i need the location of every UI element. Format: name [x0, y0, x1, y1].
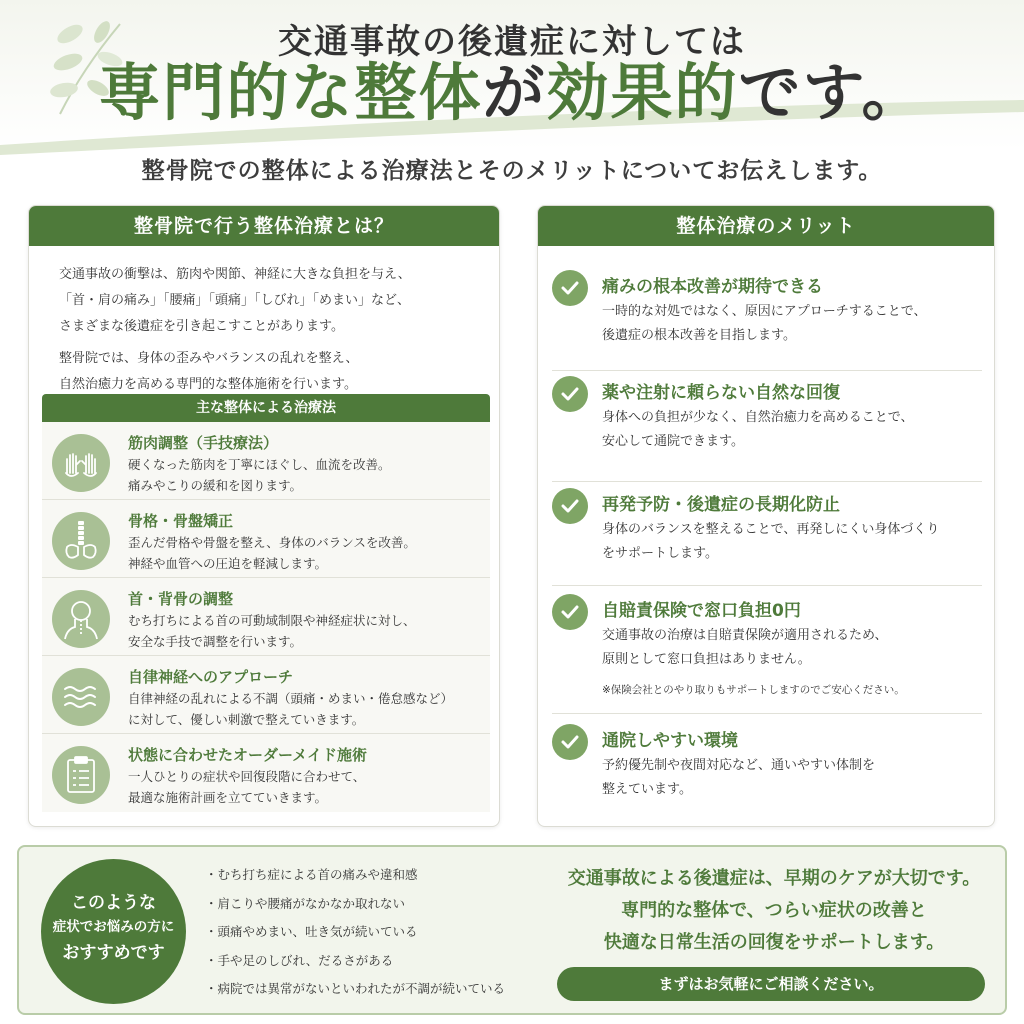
check-icon [552, 724, 588, 760]
method-title: 首・背骨の調整 [128, 590, 234, 608]
intro-paragraph-1 [59, 262, 479, 340]
hero-connector-2: です。 [738, 56, 926, 129]
merit-title: 薬や注射に頼らない自然な回復 [602, 383, 840, 403]
symptom-item: ・ 肩こりや腰痛がなかなか取れない [205, 890, 505, 919]
badge-line: 症状でお悩みの方に [52, 919, 175, 935]
merits-panel-title: 整体治療のメリット [538, 206, 994, 246]
check-icon [552, 270, 588, 306]
recommendation-badge [41, 859, 186, 1004]
merit-title: 自賠責保険で窓口負担0円 [602, 601, 801, 621]
method-item [42, 734, 490, 812]
method-item [42, 578, 490, 656]
badge-line: このような [71, 893, 156, 913]
closing-message [559, 863, 989, 959]
merit-description: 身体への負担が少なく、自然治癒力を高めることで、 安心して通院できます。 [602, 410, 914, 449]
symptom-item: ・ むち打ち症による首の痛みや違和感 [205, 861, 505, 890]
method-description: 自律神経の乱れによる不調（頭痛・めまい・倦怠感など） に対して、優しい刺激で整えていきます。 [128, 691, 454, 727]
neck-icon [52, 590, 110, 648]
merit-title: 通院しやすい環境 [602, 731, 738, 751]
merit-description: 交通事故の治療は自賠責保険が適用されるため、 原則として窓口負担はありません。 [602, 628, 888, 667]
merit-description: 一時的な対処ではなく、原因にアプローチすることで、 後遺症の根本改善を目指します。 [602, 304, 927, 343]
clipboard-icon [52, 746, 110, 804]
page-subtitle: 整骨院での整体による治療法とそのメリットについてお伝えします。 [141, 158, 883, 184]
recommendation-section [17, 845, 1007, 1015]
check-icon [552, 376, 588, 412]
hero-emphasis-1: 専門的な整体 [98, 56, 483, 129]
closing-line: 交通事故による後遺症は、早期のケアが大切です。 [567, 868, 981, 889]
spine-pelvis-icon [52, 512, 110, 570]
method-item [42, 500, 490, 578]
method-title: 骨格・骨盤矯正 [128, 512, 234, 530]
hero-heading-line2 [0, 58, 1024, 128]
hands-icon [52, 434, 110, 492]
merit-title: 再発予防・後遺症の長期化防止 [602, 495, 840, 515]
symptom-item: ・ 手や足のしびれ、だるさがある [205, 947, 505, 976]
intro-paragraph-2 [59, 346, 479, 398]
merits-panel [537, 205, 995, 827]
symptom-list [205, 861, 505, 1004]
method-title: 筋肉調整（手技療法） [128, 434, 279, 452]
merit-item [552, 592, 982, 714]
method-title: 状態に合わせたオーダーメイド施術 [128, 746, 367, 764]
badge-line: おすすめです [62, 943, 165, 963]
method-description: 硬くなった筋肉を丁寧にほぐし、血流を改善。 痛みやこりの緩和を図ります。 [128, 457, 391, 493]
methods-heading: 主な整体による治療法 [42, 394, 490, 422]
symptom-item: ・ 病院では異常がないといわれたが不調が続いている [205, 975, 505, 1004]
intro-line: 自然治癒力を高める専門的な整体施術を行います。 [59, 377, 357, 392]
merit-description: 身体のバランスを整えることで、再発しにくい身体づくり をサポートします。 [602, 522, 940, 561]
treatment-intro [59, 262, 479, 398]
merit-item [552, 722, 982, 822]
intro-line: さまざまな後遺症を引き起こすことがあります。 [59, 319, 344, 334]
merit-note: ※保険会社とのやり取りもサポートしますのでご安心ください。 [602, 684, 905, 696]
method-description: むち打ちによる首の可動域制限や神経症状に対し、 安全な手技で調整を行います。 [128, 613, 416, 649]
method-description: 歪んだ骨格や骨盤を整え、身体のバランスを改善。 神経や血管への圧迫を軽減します。 [128, 535, 416, 571]
consultation-button[interactable]: まずはお気軽にご相談ください。 [557, 967, 985, 1001]
methods-list [42, 422, 490, 812]
method-title: 自律神経へのアプローチ [128, 668, 294, 686]
merit-description: 予約優先制や夜間対応など、通いやすい体制を 整えています。 [602, 758, 876, 797]
treatment-panel-title: 整骨院で行う整体治療とは？ [29, 206, 499, 246]
symptom-item: ・ 頭痛やめまい、吐き気が続いている [205, 918, 505, 947]
hero-banner [0, 0, 1024, 150]
treatment-panel [28, 205, 500, 827]
method-description: 一人ひとりの症状や回復段階に合わせて、 最適な施術計画を立てていきます。 [128, 769, 366, 805]
intro-line: 交通事故の衝撃は、筋肉や関節、神経に大きな負担を与え、 [59, 267, 411, 282]
waves-icon [52, 668, 110, 726]
closing-line: 快適な日常生活の回復をサポートします。 [603, 932, 945, 953]
hero-heading-line1: 交通事故の後遺症に対しては [278, 22, 746, 62]
method-item [42, 656, 490, 734]
closing-line: 専門的な整体で、つらい症状の改善と [621, 900, 927, 921]
intro-line: 整骨院では、身体の歪みやバランスの乱れを整え、 [59, 351, 359, 366]
merit-title: 痛みの根本改善が期待できる [602, 277, 823, 297]
hero-connector-1: が [482, 56, 547, 129]
hero-emphasis-2: 効果的 [546, 56, 739, 129]
merit-item [552, 486, 982, 586]
intro-line: 「首・肩の痛み」「腰痛」「頭痛」「しびれ」「めまい」など、 [59, 293, 411, 308]
merit-item [552, 268, 982, 371]
method-item [42, 422, 490, 500]
check-icon [552, 594, 588, 630]
check-icon [552, 488, 588, 524]
merit-item [552, 374, 982, 482]
